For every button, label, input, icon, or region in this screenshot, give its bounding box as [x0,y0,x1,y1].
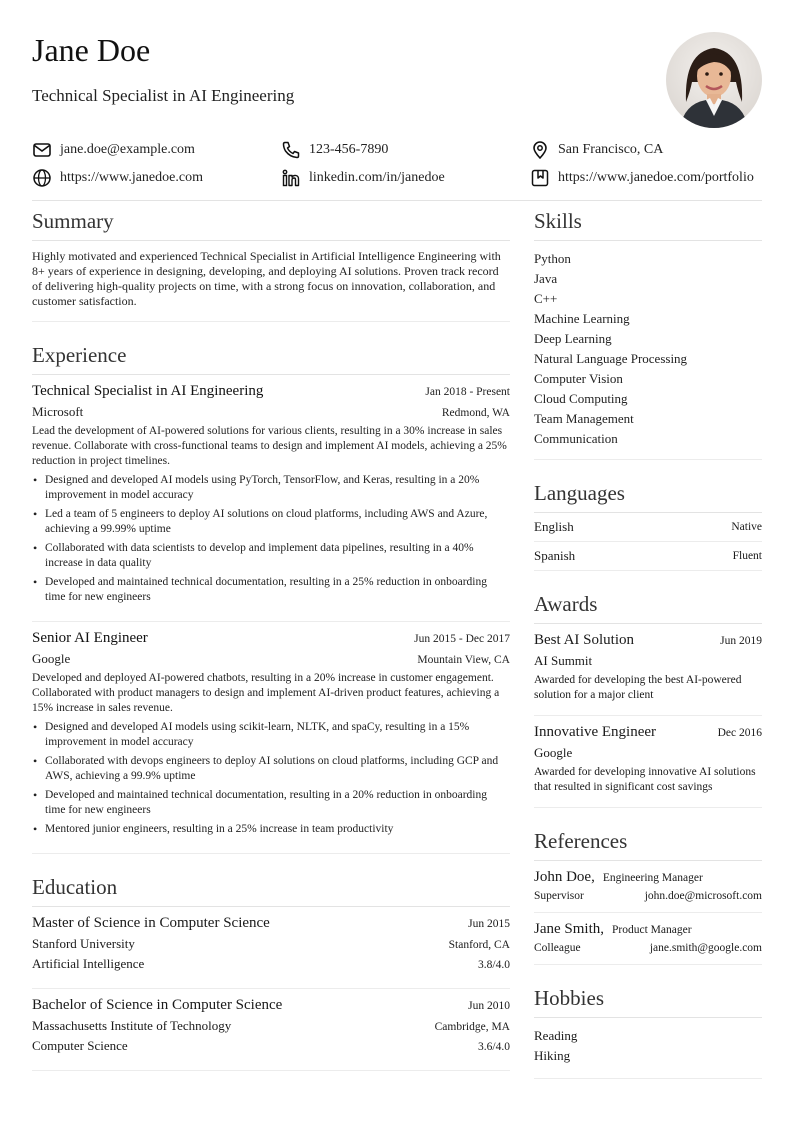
summary-text: Highly motivated and experienced Technical Specialist in Artificial Intelligence Engineering with 8+ years of experience in designing, developing, and deploying AI solutions. Proven track record of delivering high-quality projects on time, with a strong focus on innovation, collaboration, and customer satisfaction. [32,241,510,322]
language-level: Fluent [732,550,762,562]
reference-role: Engineering Manager [602,872,703,884]
achievement-item: • Developed and maintained technical documentation, resulting in a 25% reduction in onboarding time for new engineers [32,575,510,605]
skill-item: Computer Vision [534,371,623,386]
award-title: Innovative Engineer [534,724,657,740]
job-dates: Jan 2018 - Present [425,386,510,398]
achievement-item: • Collaborated with data scientists to develop and implement data pipelines, resulting in a 40% increase in data quality [32,541,510,571]
job-location: Mountain View, CA [417,654,510,666]
contact-info [32,136,762,192]
award-title: Best AI Solution [534,632,635,648]
achievement-item: • Led a team of 5 engineers to deploy AI solutions on cloud platforms, including AWS and Azure, achieving a 99.99% uptime [32,507,510,537]
website-text: https://www.janedoe.com [60,170,203,185]
job-location: Redmond, WA [441,407,510,419]
mail-icon [32,140,52,160]
linkedin-text: linkedin.com/in/janedoe [309,170,445,185]
reference-email[interactable]: john.doe@microsoft.com [644,890,762,902]
achievement-item: • Designed and developed AI models using scikit-learn, NLTK, and spaCy, resulting in a 15% improvement in model accuracy [32,720,510,750]
skill-item: Python [534,251,571,266]
reference-relation: Supervisor [534,890,584,902]
field-of-study: Computer Science [32,1038,128,1053]
degree: Bachelor of Science in Computer Science [32,997,283,1013]
job-description: Lead the development of AI-powered solutions for various clients, resulting in a 30% increase in sales revenue. Collaborate with cross-functional teams to design and implement AI models, achieving a 25% reduction in project timelines. [32,425,507,467]
portfolio-text: https://www.janedoe.com/portfolio [558,170,754,185]
language-level: Native [731,521,762,533]
award-entry [534,624,762,716]
hobby-item: Reading [534,1028,578,1043]
email-text: jane.doe@example.com [60,142,195,157]
field-of-study: Artificial Intelligence [32,956,145,971]
section-heading: Education [32,872,510,907]
job-achievements [32,473,510,605]
reference-name: Jane Smith, [534,921,604,937]
website-contact[interactable] [32,168,281,188]
skills-section [534,206,762,460]
school: Massachusetts Institute of Technology [32,1018,232,1033]
graduation-date: Jun 2010 [468,1000,510,1012]
phone-text: 123-456-7890 [309,142,389,157]
candidate-title: Technical Specialist in AI Engineering [32,86,295,105]
achievement-item: • Collaborated with devops engineers to deploy AI solutions on cloud platforms, including GCP and AWS, achieving a 99.9% uptime [32,754,510,784]
section-heading: Experience [32,340,510,375]
skills-list [534,241,762,460]
phone-contact[interactable] [281,140,530,160]
school: Stanford University [32,936,135,951]
education-section [32,872,510,1071]
section-heading: Summary [32,206,510,241]
languages-section [534,478,762,571]
candidate-name: Jane Doe [32,32,151,68]
profile-photo [666,32,762,128]
achievement-item: • Mentored junior engineers, resulting in a 25% increase in team productivity [32,822,510,837]
reference-relation: Colleague [534,942,581,954]
linkedin-icon [281,168,301,188]
skill-item: Cloud Computing [534,391,628,406]
award-description: Awarded for developing innovative AI solutions that resulted in significant cost savings [534,766,756,793]
award-org: Google [534,745,573,760]
reference-entry [534,861,762,913]
gpa: 3.6/4.0 [478,1041,510,1053]
reference-entry [534,913,762,965]
job-company: Google [32,651,71,666]
language-name: English [534,519,574,534]
job-entry [32,375,510,622]
location-contact [530,140,762,160]
section-heading: Awards [534,589,762,624]
job-dates: Jun 2015 - Dec 2017 [414,633,510,645]
achievement-item: • Developed and maintained technical documentation, resulting in a 20% reduction in onboarding time for new engineers [32,788,510,818]
hobby-item: Hiking [534,1048,571,1063]
job-title: Technical Specialist in AI Engineering [32,383,264,399]
language-item [534,513,762,542]
reference-role: Product Manager [612,924,692,936]
job-achievements [32,720,510,837]
job-description: Developed and deployed AI-powered chatbots, resulting in a 20% increase in customer engagement. Collaborated with product managers to design and implement AI-driven product features, achieving a 15% increase in sales revenue. [32,672,500,714]
section-heading: References [534,826,762,861]
school-location: Cambridge, MA [434,1021,510,1033]
section-heading: Languages [534,478,762,513]
job-company: Microsoft [32,404,84,419]
skill-item: C++ [534,291,558,306]
references-section [534,826,762,965]
award-date: Jun 2019 [720,635,762,647]
skill-item: Team Management [534,411,634,426]
awards-section [534,589,762,808]
section-heading: Skills [534,206,762,241]
skill-item: Communication [534,431,618,446]
language-name: Spanish [534,548,576,563]
skill-item: Java [534,271,558,286]
bookmark-icon [530,168,550,188]
email-contact[interactable] [32,140,281,160]
job-title: Senior AI Engineer [32,630,148,646]
award-org: AI Summit [534,653,593,668]
section-heading: Hobbies [534,983,762,1018]
globe-icon [32,168,52,188]
graduation-date: Jun 2015 [468,918,510,930]
sidebar-column [534,206,762,1097]
skill-item: Natural Language Processing [534,351,688,366]
gpa: 3.8/4.0 [478,959,510,971]
skill-item: Machine Learning [534,311,630,326]
job-entry [32,622,510,854]
school-location: Stanford, CA [448,939,510,951]
resume-header [32,30,762,130]
linkedin-contact[interactable] [281,168,530,188]
degree: Master of Science in Computer Science [32,915,270,931]
location-text: San Francisco, CA [558,142,664,157]
reference-name: John Doe, [534,869,595,885]
achievement-item: • Designed and developed AI models using PyTorch, TensorFlow, and Keras, resulting in a 20% improvement in model accuracy [32,473,510,503]
reference-email[interactable]: jane.smith@google.com [649,942,762,954]
hobbies-list [534,1018,762,1079]
skill-item: Deep Learning [534,331,612,346]
header-divider [32,200,762,201]
experience-section [32,340,510,854]
phone-icon [281,140,301,160]
summary-section [32,206,510,322]
award-description: Awarded for developing the best AI-powered solution for a major client [534,674,742,701]
education-entry [32,989,510,1071]
award-entry [534,716,762,808]
map-pin-icon [530,140,550,160]
education-entry [32,907,510,989]
main-column [32,206,510,1089]
hobbies-section [534,983,762,1079]
language-item [534,542,762,571]
portfolio-contact[interactable] [530,168,762,188]
award-date: Dec 2016 [717,727,762,739]
